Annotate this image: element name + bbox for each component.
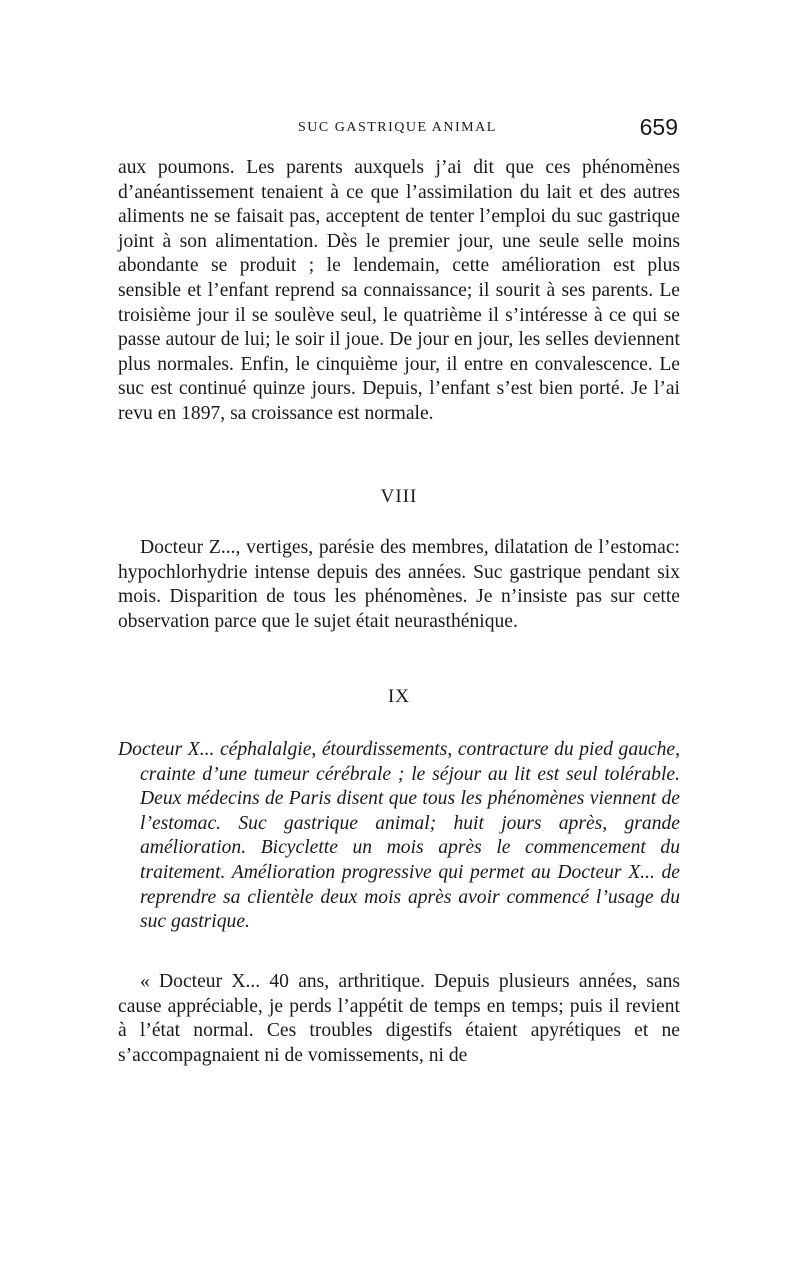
observation-ix-quote bbox=[118, 970, 680, 1068]
paragraph-text: aux poumons. Les parents auxquels j’ai dit que ces phénomènes d’anéantissement tenaient à ce que l’assimilation du lait et des autres aliments ne se faisait pas, acceptent de tenter l’emploi du suc gastrique joint à son alimentation. Dès le premier jour, une seule selle moins abondante se produit ; le lendemain, cette amélioration est plus sensible et l’enfant reprend sa connaissance; il sourit à ses parents. Le troisième jour il se soulève seul, le quatrième il s’intéresse à ce qui se passe autour de lui; le soir il joue. De jour en jour, les selles deviennent plus normales. Enfin, le cinquième jour, il entre en convalescence. Le suc est continué quinze jours. Depuis, l’enfant s’est bien porté. Je l’ai revu en 1897, sa croissance est normale. bbox=[118, 157, 680, 424]
paragraph-continued bbox=[118, 156, 680, 427]
observation-ix-summary bbox=[118, 738, 680, 935]
paragraph-text: Docteur Z..., vertiges, parésie des membres, dilatation de l’estomac: hypochlorhydrie intense depuis des années. Suc gastrique pendant six mois. Disparition de tous les phénomènes. Je n’insiste pas sur cette observation parce que le sujet était neurasthénique. bbox=[118, 537, 680, 632]
section-heading-viii: VIII bbox=[380, 486, 418, 507]
page-number: 659 bbox=[639, 114, 678, 140]
section-heading-ix: IX bbox=[387, 686, 411, 707]
italic-summary-text: Docteur X... céphalalgie, étourdissements, contracture du pied gauche, crainte d’une tumeur cérébrale ; le séjour au lit est seul tolérable. Deux médecins de Paris disent que tous les phénomènes viennent de l’estomac. Suc gastrique animal; huit jours après, grande amélioration. Bicyclette un mois après le commencement du traitement. Amélioration progressive qui permet au Docteur X... de reprendre sa clientèle deux mois après avoir commencé l’usage du suc gastrique. bbox=[118, 739, 680, 933]
quoted-text: « Docteur X... 40 ans, arthritique. Depuis plusieurs années, sans cause appréciable, je perds l’appétit de temps en temps; puis il revient à l’état normal. Ces troubles digestifs étaient apyrétiques et ne s’accompagnaient ni de vomissements, ni de bbox=[118, 971, 680, 1066]
observation-viii bbox=[118, 536, 680, 634]
running-head bbox=[118, 114, 680, 148]
running-title: SUC GASTRIQUE ANIMAL bbox=[298, 120, 497, 135]
